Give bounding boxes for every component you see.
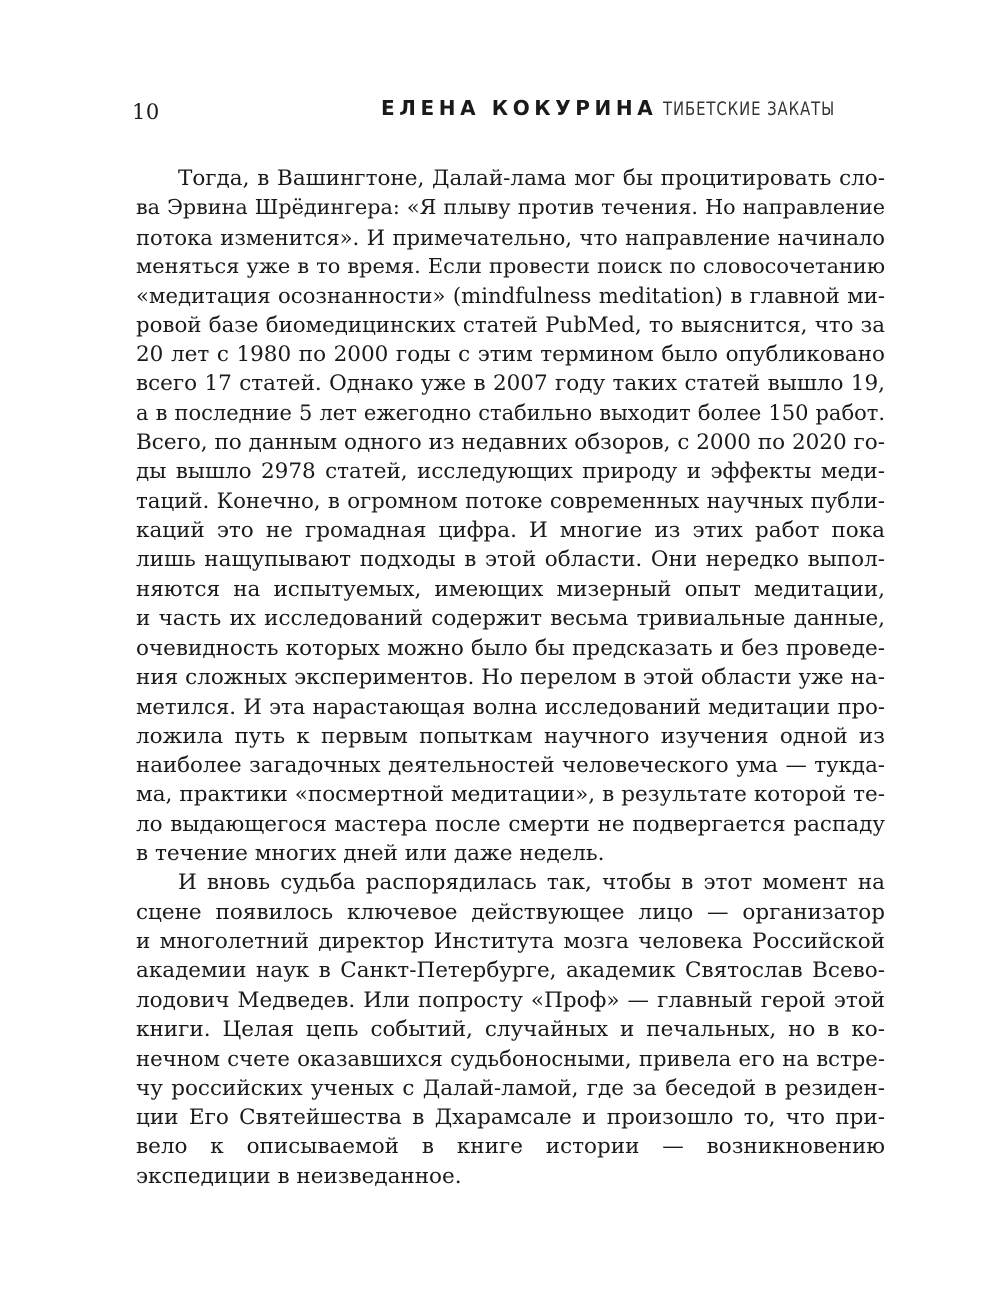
text-line: сцене появилось ключевое действующее лицо — организатор <box>136 899 885 925</box>
text-line: лишь нащупывают подходы в этой области. Они нередко выпол- <box>136 547 885 573</box>
text-line: и многолетний директор Института мозга человека Российской <box>136 928 885 954</box>
paragraph <box>136 164 885 868</box>
text-line: каций это не громадная цифра. И многие из этих работ пока <box>136 518 885 544</box>
text-line: академии наук в Санкт-Петербурге, академик Святослав Всево- <box>136 958 885 984</box>
text-line: «медитация осознанности» (mindfulness meditation) в главной ми- <box>136 283 885 309</box>
text-line: в течение многих дней или даже недель. <box>136 840 605 866</box>
text-line: ма, практики «посмертной медитации», в результате которой те- <box>136 782 885 808</box>
text-line: ции Его Святейшества в Дхарамсале и произошло то, что при- <box>136 1105 885 1130</box>
text-line: ды вышло 2978 статей, исследующих природу и эффекты меди- <box>136 459 885 485</box>
text-line: наиболее загадочных деятельностей человеческого ума — тукда- <box>136 752 885 778</box>
text-line: книги. Целая цепь событий, случайных и печальных, но в ко- <box>136 1016 885 1042</box>
text-line: няются на испытуемых, имеющих мизерный опыт медитации, <box>136 576 885 602</box>
text-line: ва Эрвина Шрёдингера: «Я плыву против течения. Но направление <box>136 195 885 220</box>
text-line: ния сложных экспериментов. Но перелом в этой области уже на- <box>136 664 885 690</box>
paragraph <box>136 868 885 1191</box>
text-line: ложила путь к первым попыткам научного изучения одной из <box>136 723 885 749</box>
book-title: ТИБЕТСКИЕ ЗАКАТЫ <box>663 98 836 120</box>
text-line: Тогда, в Вашингтоне, Далай-лама мог бы процитировать сло- <box>178 166 885 191</box>
body-text <box>136 164 885 1191</box>
text-line: очевидность которых можно было бы предсказать и без проведе- <box>136 635 885 661</box>
text-line: таций. Конечно, в огромном потоке современных научных публи- <box>136 488 885 514</box>
running-header <box>0 96 987 130</box>
text-line: метился. И эта нарастающая волна исследований медитации про- <box>136 694 885 720</box>
text-line: 20 лет с 1980 по 2000 годы с этим термином было опубликовано <box>136 342 885 368</box>
page-number: 10 <box>132 100 160 124</box>
author-name: ЕЛЕНА КОКУРИНА <box>381 96 658 120</box>
text-line: Всего, по данным одного из недавних обзоров, с 2000 по 2020 го- <box>136 430 885 456</box>
text-line: ло выдающегося мастера после смерти не подвергается распаду <box>136 811 885 837</box>
text-line: лодович Медведев. Или попросту «Проф» — главный герой этой <box>136 987 885 1013</box>
text-line: потока изменится». И примечательно, что направление начинало <box>136 224 885 250</box>
text-line: ровой базе биомедицинских статей PubMed, то выяснится, что за <box>136 312 885 338</box>
text-line: И вновь судьба распорядилась так, чтобы в этот момент на <box>178 870 885 896</box>
text-line: нечном счете оказавшихся судьбоносными, привела его на встре- <box>136 1046 885 1072</box>
running-head <box>381 96 884 120</box>
text-line: меняться уже в то время. Если провести поиск по словосочетанию <box>136 254 885 279</box>
text-line: вело к описываемой в книге истории — возникновению <box>136 1134 885 1160</box>
text-line: всего 17 статей. Однако уже в 2007 году таких статей вышло 19, <box>136 371 885 397</box>
text-line: экспедиции в неизведанное. <box>136 1163 462 1189</box>
text-line: а в последние 5 лет ежегодно стабильно выходит более 150 работ. <box>136 400 885 425</box>
text-line: чу российских ученых с Далай-ламой, где за беседой в резиден- <box>136 1075 885 1101</box>
text-line: и часть их исследований содержит весьма тривиальные данные, <box>136 606 885 632</box>
